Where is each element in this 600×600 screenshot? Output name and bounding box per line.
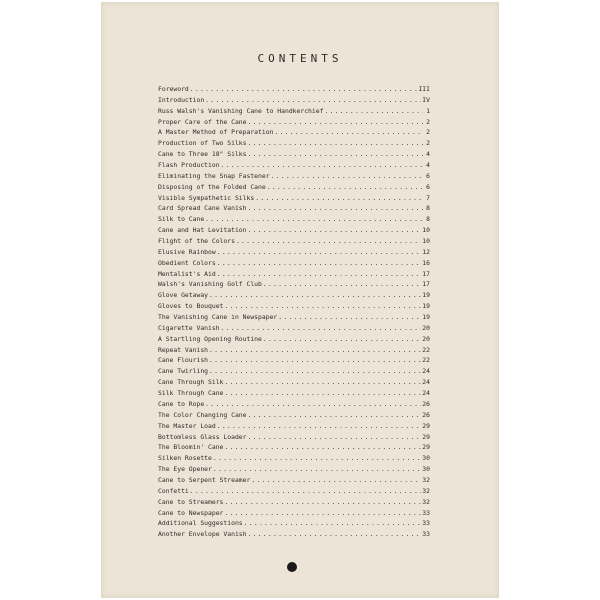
toc-entry — [158, 214, 430, 225]
toc-entry-page: 1 — [426, 106, 430, 115]
dot-leader — [224, 508, 421, 519]
table-of-contents — [158, 84, 430, 540]
toc-entry-title: Cane Twirling — [158, 367, 209, 376]
toc-entry-title: Visible Sympathetic Silks — [158, 193, 255, 202]
toc-entry-page: 10 — [422, 237, 430, 246]
toc-entry-title: Repeat Vanish — [158, 345, 209, 354]
dot-leader — [248, 149, 424, 160]
toc-entry-title: Cane and Hat Levitation — [158, 226, 247, 235]
dot-leader — [209, 345, 421, 356]
dot-leader — [224, 497, 421, 508]
toc-entry-page: IV — [422, 95, 430, 104]
toc-entry-title: Cane Through Silk — [158, 378, 224, 387]
toc-entry-page: 2 — [426, 117, 430, 126]
toc-entry — [158, 355, 430, 366]
dot-leader — [213, 453, 421, 464]
toc-entry — [158, 182, 430, 193]
toc-entry — [158, 323, 430, 334]
toc-entry — [158, 290, 430, 301]
toc-entry-title: The Color Changing Cane — [158, 410, 247, 419]
toc-entry-title: The Bloomin' Cane — [158, 443, 224, 452]
toc-entry — [158, 475, 430, 486]
toc-entry — [158, 269, 430, 280]
toc-entry — [158, 345, 430, 356]
toc-entry-page: 16 — [422, 258, 430, 267]
toc-entry-title: Production of Two Silks — [158, 139, 247, 148]
toc-entry-page: 32 — [422, 486, 430, 495]
toc-entry-page: 7 — [426, 193, 430, 202]
dot-leader — [248, 203, 424, 214]
toc-entry-title: The Master Load — [158, 421, 216, 430]
toc-entry-page: 24 — [422, 389, 430, 398]
toc-entry-title: Russ Walsh's Vanishing Cane to Handkerchief — [158, 106, 324, 115]
toc-entry-title: Additional Suggestions — [158, 519, 243, 528]
toc-entry-title: Foreword — [158, 85, 189, 93]
dot-leader — [263, 334, 421, 345]
toc-entry — [158, 279, 430, 290]
toc-entry-page: 6 — [426, 171, 430, 180]
dot-leader — [217, 247, 422, 258]
toc-entry-title: Confetti — [158, 486, 189, 495]
toc-entry-page: 12 — [422, 247, 430, 256]
toc-entry-title: Walsh's Vanishing Golf Club — [158, 280, 262, 289]
toc-entry-title: Card Spread Cane Vanish — [158, 204, 247, 213]
toc-entry-page: 22 — [422, 356, 430, 365]
dot-leader — [248, 529, 422, 540]
toc-entry-page: 33 — [422, 519, 430, 528]
toc-entry — [158, 442, 430, 453]
toc-entry — [158, 518, 430, 529]
dot-leader — [274, 127, 423, 138]
toc-entry — [158, 312, 430, 323]
toc-entry-page: 17 — [422, 280, 430, 289]
toc-entry-title: Introduction — [158, 95, 205, 104]
toc-entry-title: Gloves to Bouquet — [158, 302, 224, 311]
toc-entry-page: 20 — [422, 334, 430, 343]
dot-leader — [224, 377, 421, 388]
toc-entry-title: Cane to Newspaper — [158, 508, 224, 517]
toc-entry-page: III — [418, 85, 430, 93]
toc-entry-title: Flash Production — [158, 161, 220, 170]
toc-entry-page: 2 — [426, 139, 430, 148]
dot-leader — [263, 279, 421, 290]
toc-entry — [158, 258, 430, 269]
toc-entry-page: 19 — [422, 313, 430, 322]
toc-entry — [158, 334, 430, 345]
dot-leader — [224, 301, 421, 312]
toc-entry-page: 10 — [422, 226, 430, 235]
toc-entry — [158, 377, 430, 388]
dot-leader — [221, 323, 422, 334]
toc-entry — [158, 84, 430, 95]
toc-entry — [158, 421, 430, 432]
toc-entry-page: 20 — [422, 323, 430, 332]
toc-entry — [158, 497, 430, 508]
toc-entry-page: 32 — [422, 497, 430, 506]
dot-leader — [205, 214, 423, 225]
toc-entry-page: 8 — [426, 204, 430, 213]
toc-entry-page: 17 — [422, 269, 430, 278]
toc-entry-page: 8 — [426, 215, 430, 224]
toc-entry — [158, 388, 430, 399]
toc-entry-page: 33 — [422, 530, 430, 539]
dot-leader — [278, 312, 421, 323]
toc-entry — [158, 160, 430, 171]
dot-leader — [209, 355, 421, 366]
toc-entry — [158, 432, 430, 443]
toc-entry-page: 29 — [422, 443, 430, 452]
toc-entry — [158, 106, 430, 117]
toc-entry-page: 29 — [422, 421, 430, 430]
toc-entry-title: The Vanishing Cane in Newspaper — [158, 313, 278, 322]
dot-leader — [244, 518, 422, 529]
toc-entry-page: 6 — [426, 182, 430, 191]
toc-entry-title: Silken Rosette — [158, 454, 212, 463]
toc-entry-page: 19 — [422, 291, 430, 300]
dot-leader — [205, 399, 421, 410]
toc-entry-title: Cigarette Vanish — [158, 323, 220, 332]
dot-leader — [251, 475, 421, 486]
toc-entry-title: Silk Through Cane — [158, 389, 224, 398]
dot-leader — [248, 225, 422, 236]
dot-leader — [248, 138, 424, 149]
toc-entry — [158, 117, 430, 128]
dot-leader — [217, 421, 422, 432]
dot-leader — [324, 106, 423, 117]
toc-entry-title: Cane to Streamers — [158, 497, 224, 506]
dot-leader — [217, 269, 422, 280]
dot-leader — [190, 84, 418, 95]
book-page — [101, 2, 499, 598]
dot-leader — [217, 258, 422, 269]
dot-leader — [209, 366, 421, 377]
toc-entry — [158, 399, 430, 410]
toc-entry — [158, 225, 430, 236]
toc-entry-page: 30 — [422, 454, 430, 463]
dot-leader — [224, 442, 421, 453]
dot-leader — [255, 193, 423, 204]
toc-entry — [158, 138, 430, 149]
toc-entry-title: Mentalist's Aid — [158, 269, 216, 278]
toc-entry — [158, 464, 430, 475]
toc-entry-page: 33 — [422, 508, 430, 517]
toc-entry-title: Proper Care of the Cane — [158, 117, 247, 126]
toc-entry-page: 24 — [422, 378, 430, 387]
toc-entry — [158, 366, 430, 377]
toc-entry-title: Bottomless Glass Loader — [158, 432, 247, 441]
toc-entry-title: Another Envelope Vanish — [158, 530, 247, 539]
toc-entry-page: 24 — [422, 367, 430, 376]
toc-entry — [158, 127, 430, 138]
dot-leader — [271, 171, 423, 182]
toc-entry — [158, 508, 430, 519]
toc-entry — [158, 236, 430, 247]
dot-leader — [236, 236, 421, 247]
toc-entry — [158, 453, 430, 464]
toc-entry-title: Cane to Serpent Streamer — [158, 475, 251, 484]
dot-leader — [248, 117, 424, 128]
dot-leader — [213, 464, 421, 475]
bullet-dot — [287, 562, 297, 572]
toc-entry-title: The Eye Opener — [158, 465, 212, 474]
toc-entry-page: 19 — [422, 302, 430, 311]
toc-entry-page: 30 — [422, 465, 430, 474]
toc-entry — [158, 410, 430, 421]
dot-leader — [248, 410, 422, 421]
toc-entry-title: A Startling Opening Routine — [158, 334, 262, 343]
toc-entry-title: Silk to Cane — [158, 215, 205, 224]
toc-entry — [158, 247, 430, 258]
toc-entry — [158, 203, 430, 214]
toc-entry-page: 4 — [426, 161, 430, 170]
toc-entry — [158, 171, 430, 182]
dot-leader — [224, 388, 421, 399]
toc-entry-title: A Master Method of Preparation — [158, 128, 274, 137]
toc-entry-title: Cane to Rope — [158, 399, 205, 408]
toc-entry-page: 22 — [422, 345, 430, 354]
toc-entry-page: 29 — [422, 432, 430, 441]
toc-entry-title: Disposing of the Folded Cane — [158, 182, 266, 191]
toc-entry-title: Obedient Colors — [158, 258, 216, 267]
page-title: CONTENTS — [257, 52, 343, 65]
toc-entry — [158, 486, 430, 497]
toc-entry — [158, 301, 430, 312]
toc-entry — [158, 149, 430, 160]
dot-leader — [248, 432, 422, 443]
toc-entry — [158, 95, 430, 106]
toc-entry-title: Cane Flourish — [158, 356, 209, 365]
toc-entry-page: 4 — [426, 150, 430, 159]
toc-entry-title: Elusive Rainbow — [158, 247, 216, 256]
dot-leader — [221, 160, 423, 171]
toc-entry-page: 32 — [422, 475, 430, 484]
toc-entry-title: Glove Getaway — [158, 291, 209, 300]
dot-leader — [190, 486, 422, 497]
toc-entry-title: Eliminating the Snap Fastener — [158, 171, 270, 180]
toc-entry-title: Flight of the Colors — [158, 237, 235, 246]
dot-leader — [267, 182, 423, 193]
toc-entry — [158, 193, 430, 204]
dot-leader — [209, 290, 421, 301]
toc-entry-title: Cane to Three 18" Silks — [158, 150, 247, 159]
toc-entry-page: 26 — [422, 399, 430, 408]
toc-entry — [158, 529, 430, 540]
toc-entry-page: 26 — [422, 410, 430, 419]
toc-entry-page: 2 — [426, 128, 430, 137]
dot-leader — [205, 95, 421, 106]
